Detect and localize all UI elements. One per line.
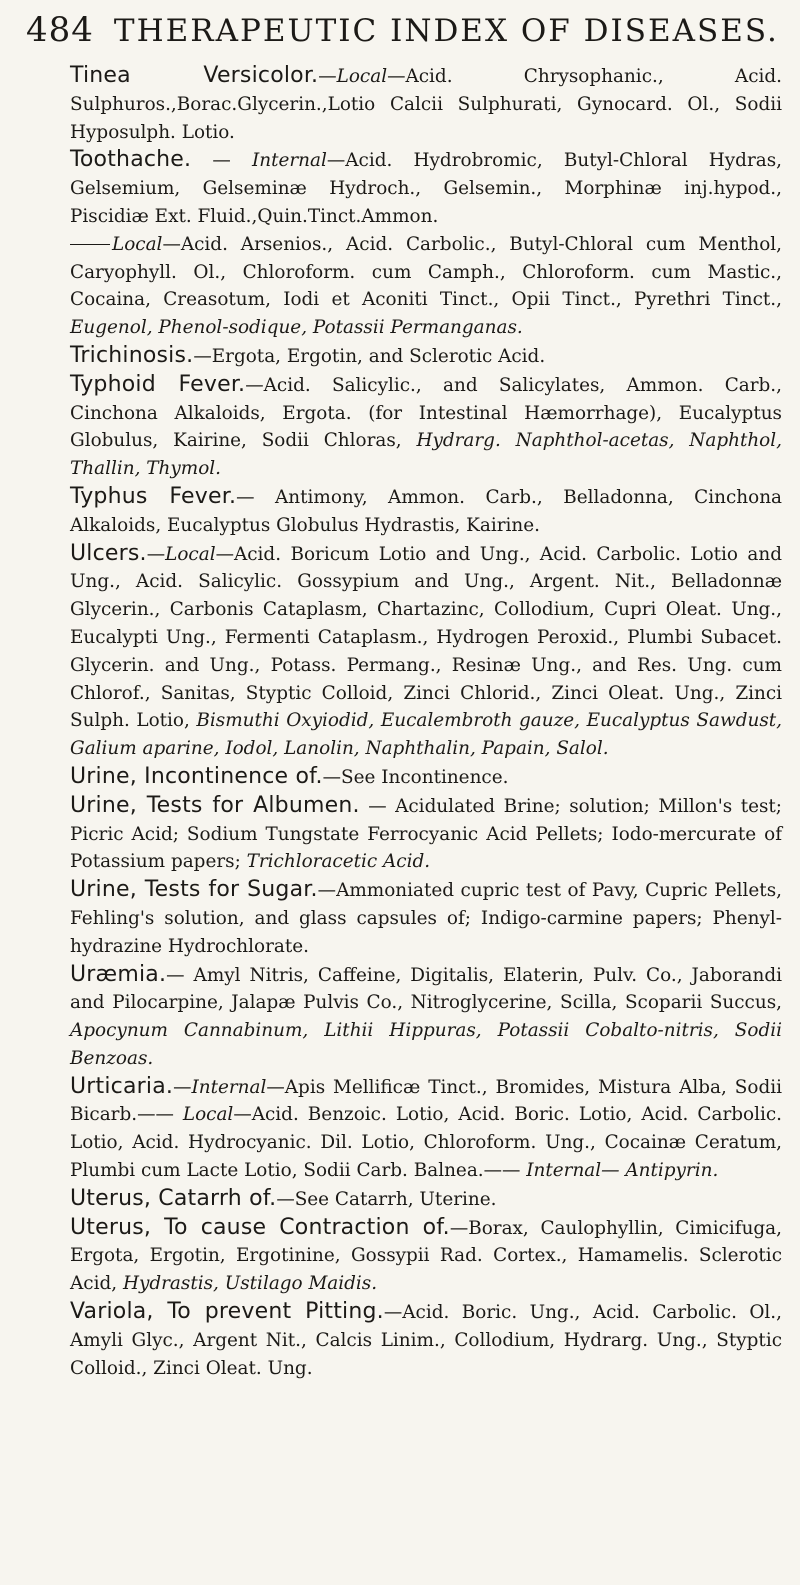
entry-italic-text: Local bbox=[182, 1104, 234, 1126]
entry-text: —Ergota, Ergotin, and Sclerotic Acid. bbox=[193, 345, 546, 367]
index-entry bbox=[70, 540, 782, 763]
entry-text: —Borax, Caulophyllin, Cimicifuga, Ergota, Ergotin, Ergotinine, Gossypii Rad. Cortex., Hamamelis. Sclerotic Acid, bbox=[70, 1217, 782, 1295]
entry-text: —Acid. Arsenios., Acid. Carbolic., Butyl-Chloral cum Menthol, Caryophyll. Ol., Chloroform. cum Camph., Chloroform. cum Mastic., Cocaina, Creasotum, Iodi et Aconiti Tinct., Opii Tinct., Pyrethri Tinct., bbox=[70, 233, 782, 311]
entry-italic-text: Hydrarg. Naphthol-acetas, Naphthol, Thallin, Thymol. bbox=[70, 430, 782, 480]
entry-term: Tinea Versicolor. bbox=[70, 63, 319, 88]
index-entry bbox=[70, 371, 782, 483]
entry-text: —See Incontinence. bbox=[322, 766, 509, 788]
index-entry bbox=[70, 1185, 782, 1214]
index-entries bbox=[70, 62, 782, 1382]
entry-text: —Ammoniated cupric test of Pavy, Cupric Pellets, Fehling's solution, and glass capsules of; Indigo-carmine papers; Phenyl-hydrazine Hydrochlorate. bbox=[70, 880, 782, 957]
entry-italic-text: Apocynum Cannabinum, Lithii Hippuras, Potassii Cobalto-nitris, Sodii Benzoas. bbox=[70, 1020, 782, 1069]
entry-term: Typhus Fever. bbox=[70, 483, 237, 509]
entry-text: —Acid. Boric. Ung., Acid. Carbolic. Ol., Amyli Glyc., Argent Nit., Calcis Linim., Collodium, Hydrarg. Ung., Styptic Colloid., Zinci Oleat. Ung. bbox=[70, 1302, 782, 1379]
entry-italic-text: Local bbox=[112, 233, 163, 255]
entry-text: — Acidulated Brine; solution; Millon's test; Picric Acid; Sodium Tungstate Ferrocyanic Acid Pellets; Iodo-mercurate of Potassium papers; bbox=[70, 795, 783, 873]
entry-text: —Apis Mellificæ Tinct., Bromides, Mistura Alba, Sodii Bicarb.—— bbox=[70, 1076, 782, 1126]
entry-text: — Amyl Nitris, Caffeine, Digitalis, Elaterin, Pulv. Co., Jaborandi and Pilocarpine, Jalapæ Pulvis Co., Nitroglycerine, Scilla, Scoparii Succus, bbox=[70, 964, 782, 1014]
entry-text: — bbox=[173, 1076, 192, 1098]
entry-text: —Acid. Benzoic. Lotio, Acid. Boric. Lotio, Acid. Carbolic. Lotio, Acid. Hydrocyanic. Dil. Lotio, Chloroform. Ung., Cocainæ Ceratum, Plumbi cum Lacte Lotio, Sodii Carb. Balnea.—— bbox=[70, 1104, 782, 1182]
index-entry bbox=[70, 1214, 782, 1298]
entry-term: Uterus, To cause Contraction of. bbox=[70, 1214, 450, 1240]
index-entry bbox=[70, 961, 782, 1073]
entry-term: Typhoid Fever. bbox=[70, 371, 246, 397]
index-entry bbox=[70, 1073, 782, 1185]
entry-text: — bbox=[191, 150, 252, 172]
index-entry bbox=[70, 146, 782, 230]
page-header bbox=[26, 10, 786, 54]
entry-text: —Acid. Chrysophanic., Acid. Sulphuros.,Borac.Glycerin.,Lotio Calcii Sulphurati, Gynocard. Ol., Sodii Hyposulph. Lotio. bbox=[70, 66, 782, 143]
continuation-dash bbox=[70, 244, 110, 245]
entry-term: Urine, Tests for Sugar. bbox=[70, 877, 318, 903]
entry-text: — Antimony, Ammon. Carb., Belladonna, Cinchona Alkaloids, Eucalyptus Globulus Hydrastis, Kairine. bbox=[70, 486, 782, 536]
entry-italic-text: Trichloracetic Acid. bbox=[246, 851, 431, 873]
entry-term: Urine, Incontinence of. bbox=[70, 763, 323, 789]
entry-italic-text: Internal— Antipyrin. bbox=[526, 1160, 719, 1182]
entry-term: Urine, Tests for Albumen. bbox=[70, 792, 360, 818]
entry-text: — bbox=[318, 66, 337, 87]
entry-term: Toothache. bbox=[70, 147, 192, 173]
entry-text: —Acid. Hydrobromic, Butyl-Chloral Hydras, Gelsemium, Gelseminæ Hydroch., Gelsemin., Morphinæ inj.hypod., Piscidiæ Ext. Fluid.,Quin.Tinct.Ammon. bbox=[70, 150, 782, 227]
entry-italic-text: Internal bbox=[251, 150, 327, 172]
index-entry bbox=[70, 876, 782, 960]
entry-italic-text: Local bbox=[165, 543, 216, 565]
entry-text: — bbox=[146, 543, 166, 565]
entry-term: Urticaria. bbox=[70, 1073, 174, 1099]
index-entry bbox=[70, 62, 782, 146]
entry-term: Trichinosis. bbox=[70, 342, 194, 368]
entry-italic-text: Hydrastis, Ustilago Maidis. bbox=[122, 1273, 378, 1295]
index-entry bbox=[70, 763, 782, 792]
entry-italic-text: Bismuthi Oxyiodid, Eucalembroth gauze, Eucalyptus Sawdust, Galium aparine, Iodol, Lanolin, Naphthalin, Papain, Salol. bbox=[70, 710, 782, 760]
entry-italic-text: Eugenol, Phenol-sodique, Potassii Permanganas. bbox=[70, 317, 523, 339]
entry-term: Variola, To prevent Pitting. bbox=[70, 1299, 384, 1325]
entry-text: —Acid. Salicylic., and Salicylates, Ammon. Carb., Cinchona Alkaloids, Ergota. (for Intestinal Hæmorrhage), Eucalyptus Globulus, Kairine, Sodii Chloras, bbox=[70, 374, 782, 452]
entry-italic-text: Local bbox=[336, 66, 388, 87]
page-number: 484 bbox=[26, 10, 94, 50]
entry-term: Uræmia. bbox=[70, 961, 167, 987]
entry-text: —Acid. Boricum Lotio and Ung., Acid. Carbolic. Lotio and Ung., Acid. Salicylic. Gossypium and Ung., Argent. Nit., Belladonnæ Glycerin., Carbonis Cataplasm, Chartazinc, Collodium, Cupri Oleat. Ung., Eucalypti Ung., Fermenti Cataplasm., Hydrogen Peroxid., Plumbi Subacet. Glycerin. and Ung., Potass. Permang., Resinæ Ung., and Res. Ung. cum Chlorof., Sanitas, Styptic Colloid, Zinci Chlorid., Zinci Oleat. Ung., Zinci Sulph. Lotio, bbox=[70, 543, 782, 732]
entry-text: —See Catarrh, Uterine. bbox=[276, 1188, 497, 1210]
index-entry bbox=[70, 483, 782, 540]
entry-term: Uterus, Catarrh of. bbox=[70, 1185, 277, 1211]
index-entry bbox=[70, 231, 782, 342]
index-entry bbox=[70, 792, 782, 876]
index-entry bbox=[70, 342, 782, 371]
running-head: THERAPEUTIC INDEX OF DISEASES. bbox=[113, 13, 779, 49]
index-entry bbox=[70, 1298, 782, 1382]
entry-italic-text: Internal bbox=[191, 1076, 267, 1098]
entry-term: Ulcers. bbox=[70, 540, 147, 566]
